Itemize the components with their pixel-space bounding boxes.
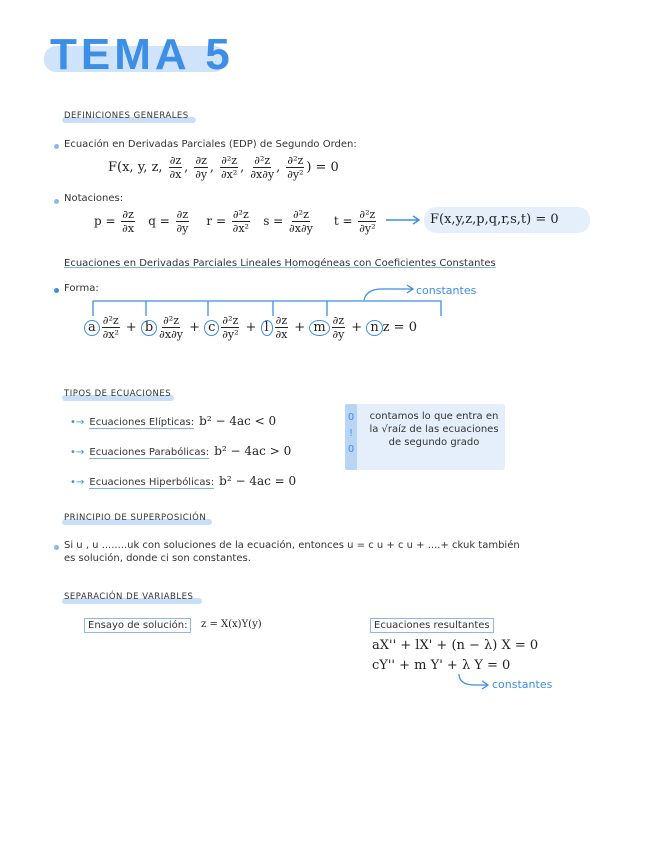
section-separacion: SEPARACIÓN DE VARIABLES <box>64 592 194 602</box>
forma-formula: a $\frac{\text{∂²z}}{\text{∂x²}}$ + b $\frac{\text{∂²z}}{\partial x\partial y}$ + c $\frac{\text{∂²z}}{\text{∂y²}}$ + l $\frac{\partial z}{\partial x}$ + m $\frac{\partial z}{\partial y}$ + n z = 0 <box>84 314 417 341</box>
constantes-label-2: constantes <box>492 678 553 691</box>
bullet-icon <box>54 144 59 149</box>
arrow-curved-icon <box>455 672 495 692</box>
section-tipos: TIPOS DE ECUACIONES <box>64 389 172 399</box>
eq2: cY'' + m Y' + λ Y = 0 <box>372 658 511 673</box>
notaciones-label: Notaciones: <box>64 193 124 204</box>
section-definiciones: DEFINICIONES GENERALES <box>64 111 189 121</box>
note-text: contamos lo que entra en la √raíz de las ecuaciones de segundo grado <box>369 411 499 448</box>
superposicion-line2: es solución, donde ci son constantes. <box>64 553 251 564</box>
bullet-icon <box>54 199 59 204</box>
section-superposicion: PRINCIPIO DE SUPERPOSICIÓN <box>64 513 207 523</box>
bullet-icon <box>54 545 59 550</box>
notaciones-formula: p = $\frac{\partial z}{\partial x}$ q = $\frac{\partial z}{\partial y}$ r = $\frac{\text{∂²z}}{\text{∂x²}}$ s = $\frac{\text{∂²z}}{\partial x\partial y}$ t = $\frac{\text{∂²z}}{\text{∂y²}}$ <box>94 208 376 235</box>
constantes-label: constantes <box>416 284 477 297</box>
tipo-eliptica: •→ Ecuaciones Elípticas: b² − 4ac < 0 <box>70 414 277 428</box>
resultantes-label: Ecuaciones resultantes <box>370 618 494 633</box>
ensayo-label: Ensayo de solución: <box>84 618 191 633</box>
edp-formula: F(x, y, z, $\frac{\partial z}{\partial x}$ , $\frac{\partial z}{\partial y}$ , $\frac{\text{∂²z}}{\text{∂x²}}$ , $\frac{\text{∂²z}}{\partial x\partial y}$ , $\frac{\text{∂²z}}{\text{∂y²}}$ ) = 0 <box>108 154 339 181</box>
page-title: TEMA 5 <box>50 30 234 79</box>
edp-label: Ecuación en Derivadas Parciales (EDP) de Segundo Orden: <box>64 139 357 150</box>
ensayo-expr: z = X(x)Y(y) <box>201 619 262 630</box>
note-marks: 0 ! 0 <box>347 412 355 455</box>
tipo-parabolica: •→ Ecuaciones Parabólicas: b² − 4ac > 0 <box>70 444 292 458</box>
section-ecuaciones-lineales: Ecuaciones en Derivadas Parciales Lineales Homogéneas con Coeficientes Constantes <box>64 258 496 269</box>
tipo-hiperbolica: •→ Ecuaciones Hiperbólicas: b² − 4ac = 0 <box>70 474 297 488</box>
bullet-icon <box>54 288 59 293</box>
superposicion-line1: Si u , u ........uk con soluciones de la ecuación, entonces u = c u + c u + ....+ ckuk también <box>64 540 520 551</box>
forma-label: Forma: <box>64 283 99 294</box>
arrow-right-icon <box>384 213 424 227</box>
notaciones-result: F(x,y,z,p,q,r,s,t) = 0 <box>430 212 559 227</box>
eq1: aX'' + lX' + (n − λ) X = 0 <box>372 638 539 653</box>
